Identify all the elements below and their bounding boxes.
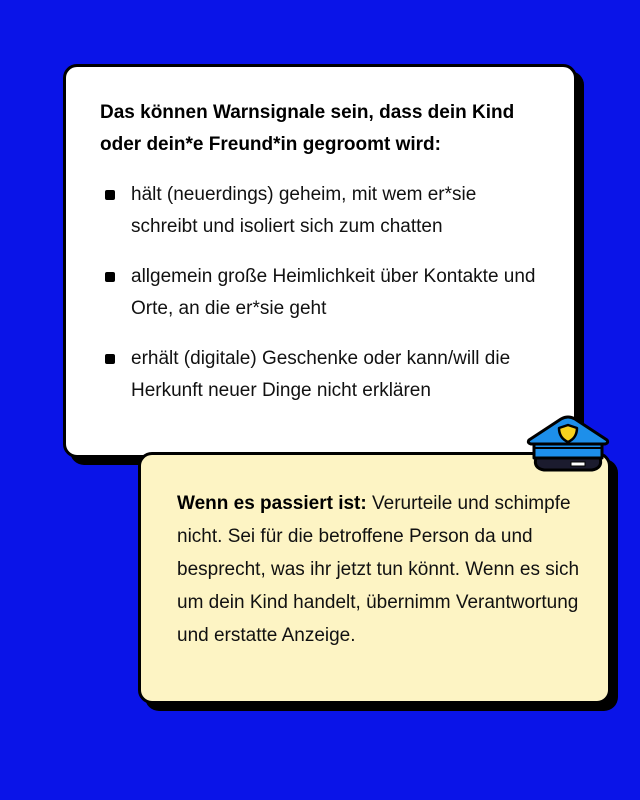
list-item xyxy=(100,179,546,243)
police-cap-icon xyxy=(525,413,611,477)
list-item xyxy=(100,261,546,325)
advice-lead: Wenn es passiert ist: xyxy=(177,493,367,514)
list-item-text: hält (neuerdings) geheim, mit wem er*sie schreibt und isoliert sich zum chatten xyxy=(131,184,477,237)
warning-signs-heading: Das können Warnsignale sein, dass dein Kind oder dein*e Freund*in gegroomt wird: xyxy=(100,102,515,155)
advice-text: Verurteile und schimpfe nicht. Sei für die betroffene Person da und besprecht, was ihr jetzt tun könnt. Wenn es sich um dein Kind handelt, übernimm Verantwortung und erstatte Anzeige. xyxy=(177,493,580,646)
bullet-icon xyxy=(105,272,115,282)
list-item-text: allgemein große Heimlichkeit über Kontakte und Orte, an die er*sie geht xyxy=(131,266,536,319)
warning-signs-card xyxy=(63,64,577,458)
warning-signs-list xyxy=(100,179,546,407)
bullet-icon xyxy=(105,190,115,200)
bullet-icon xyxy=(105,354,115,364)
list-item xyxy=(100,343,546,407)
list-item-text: erhält (digitale) Geschenke oder kann/will die Herkunft neuer Dinge nicht erklären xyxy=(131,348,511,401)
advice-card xyxy=(138,452,611,704)
